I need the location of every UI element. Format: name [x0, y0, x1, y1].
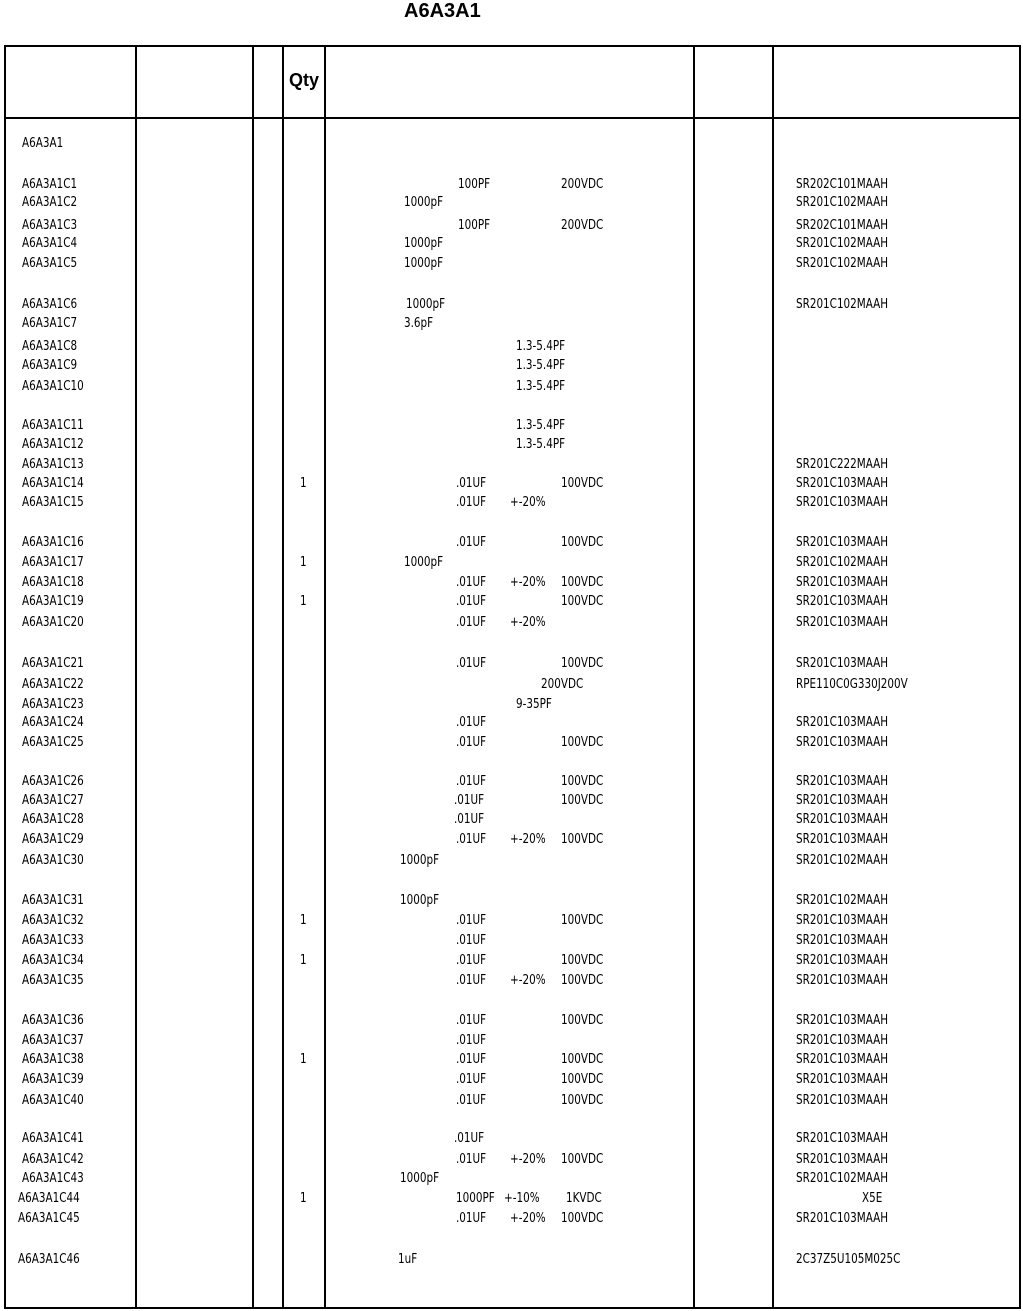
column-divider: [772, 46, 774, 1309]
value-cell: 100PF: [458, 177, 491, 192]
value-cell: .01UF: [456, 774, 487, 789]
table-border-top: [4, 45, 1021, 47]
part-ref: A6A3A1C22: [22, 677, 84, 692]
qty-cell: 1: [300, 476, 307, 491]
value-cell: .01UF: [456, 476, 487, 491]
qty-column-header: Qty: [289, 70, 320, 90]
value-cell: 1.3-5.4PF: [516, 418, 566, 433]
part-number: SR201C102MAAH: [796, 1171, 889, 1186]
value-cell: .01UF: [454, 812, 485, 827]
value-cell: 1.3-5.4PF: [516, 437, 566, 452]
value-cell: 3.6pF: [404, 316, 434, 331]
value-cell: .01UF: [456, 933, 487, 948]
part-ref: A6A3A1C21: [22, 656, 84, 671]
tolerance-cell: +-20%: [510, 495, 546, 510]
part-number: SR201C103MAAH: [796, 575, 889, 590]
value-cell: 1000pF: [400, 893, 440, 908]
page-title: A6A3A1: [404, 0, 481, 22]
part-ref: A6A3A1C35: [22, 973, 84, 988]
part-number: SR201C103MAAH: [796, 933, 889, 948]
value-cell: 9-35PF: [516, 697, 552, 712]
tolerance-cell: +-20%: [510, 1211, 546, 1226]
table-border-right: [1019, 46, 1021, 1309]
part-ref: A6A3A1C43: [22, 1171, 84, 1186]
part-ref: A6A3A1C19: [22, 594, 84, 609]
part-ref: A6A3A1C36: [22, 1013, 84, 1028]
value-cell: .01UF: [456, 575, 487, 590]
value-cell: 1000pF: [404, 195, 444, 210]
column-divider: [252, 46, 254, 1309]
part-ref: A6A3A1C8: [22, 339, 78, 354]
value-cell: .01UF: [456, 535, 487, 550]
value-cell: .01UF: [456, 715, 487, 730]
voltage-cell: 100VDC: [561, 1152, 604, 1167]
value-cell: .01UF: [456, 1072, 487, 1087]
voltage-cell: 100VDC: [561, 1093, 604, 1108]
value-cell: 1.3-5.4PF: [516, 339, 566, 354]
part-number: SR202C101MAAH: [796, 177, 889, 192]
part-ref: A6A3A1C28: [22, 812, 84, 827]
table-border-bottom: [4, 1307, 1021, 1309]
tolerance-cell: +-20%: [510, 1152, 546, 1167]
part-number: X5E: [862, 1191, 883, 1206]
part-number: SR201C103MAAH: [796, 1033, 889, 1048]
part-ref: A6A3A1C26: [22, 774, 84, 789]
value-cell: 1000pF: [406, 297, 446, 312]
voltage-cell: 100VDC: [561, 575, 604, 590]
part-number: SR201C102MAAH: [796, 555, 889, 570]
qty-cell: 1: [300, 594, 307, 609]
column-divider: [693, 46, 695, 1309]
value-cell: .01UF: [456, 495, 487, 510]
part-number: SR201C102MAAH: [796, 853, 889, 868]
part-number: SR201C103MAAH: [796, 1052, 889, 1067]
part-ref: A6A3A1C44: [18, 1191, 80, 1206]
part-number: SR201C103MAAH: [796, 735, 889, 750]
part-ref: A6A3A1C2: [22, 195, 78, 210]
part-number: SR201C103MAAH: [796, 793, 889, 808]
voltage-cell: 100VDC: [561, 793, 604, 808]
part-number: RPE110C0G330J200V: [796, 677, 908, 692]
part-number: SR201C103MAAH: [796, 476, 889, 491]
value-cell: .01UF: [456, 1093, 487, 1108]
part-ref: A6A3A1C17: [22, 555, 84, 570]
part-number: SR201C103MAAH: [796, 594, 889, 609]
qty-cell: 1: [300, 913, 307, 928]
value-cell: 1000pF: [400, 1171, 440, 1186]
voltage-cell: 100VDC: [561, 656, 604, 671]
part-ref: A6A3A1C34: [22, 953, 84, 968]
part-number: SR201C103MAAH: [796, 1211, 889, 1226]
part-ref: A6A3A1C7: [22, 316, 78, 331]
part-number: SR201C103MAAH: [796, 1152, 889, 1167]
part-ref: A6A3A1C45: [18, 1211, 80, 1226]
value-cell: .01UF: [454, 793, 485, 808]
value-cell: 1000pF: [404, 256, 444, 271]
part-ref: A6A3A1C12: [22, 437, 84, 452]
part-number: SR201C103MAAH: [796, 495, 889, 510]
part-number: SR201C103MAAH: [796, 1072, 889, 1087]
tolerance-cell: +-20%: [510, 973, 546, 988]
value-cell: .01UF: [456, 953, 487, 968]
part-number: SR201C103MAAH: [796, 832, 889, 847]
part-ref: A6A3A1C9: [22, 358, 78, 373]
part-number: SR201C103MAAH: [796, 615, 889, 630]
value-cell: 1000pF: [404, 555, 444, 570]
value-cell: .01UF: [456, 1033, 487, 1048]
voltage-cell: 100VDC: [561, 735, 604, 750]
voltage-cell: 100VDC: [561, 476, 604, 491]
qty-cell: 1: [300, 953, 307, 968]
part-ref: A6A3A1C1: [22, 177, 78, 192]
part-ref: A6A3A1C37: [22, 1033, 84, 1048]
value-cell: .01UF: [456, 1211, 487, 1226]
value-cell: .01UF: [456, 1013, 487, 1028]
part-ref: A6A3A1C32: [22, 913, 84, 928]
part-number: SR201C103MAAH: [796, 656, 889, 671]
qty-cell: 1: [300, 1191, 307, 1206]
part-ref: A6A3A1C41: [22, 1131, 84, 1146]
part-ref: A6A3A1C23: [22, 697, 84, 712]
tolerance-cell: +-20%: [510, 575, 546, 590]
value-cell: .01UF: [456, 1052, 487, 1067]
part-ref: A6A3A1: [22, 136, 64, 151]
part-ref: A6A3A1C33: [22, 933, 84, 948]
part-number: SR201C103MAAH: [796, 1131, 889, 1146]
part-ref: A6A3A1C30: [22, 853, 84, 868]
value-cell: 1000PF: [456, 1191, 495, 1206]
voltage-cell: 200VDC: [561, 218, 604, 233]
tolerance-cell: +-20%: [510, 615, 546, 630]
voltage-cell: 100VDC: [561, 953, 604, 968]
voltage-cell: 100VDC: [561, 832, 604, 847]
part-number: SR201C222MAAH: [796, 457, 889, 472]
part-ref: A6A3A1C42: [22, 1152, 84, 1167]
part-number: SR202C101MAAH: [796, 218, 889, 233]
value-cell: 1.3-5.4PF: [516, 379, 566, 394]
value-cell: 1000pF: [400, 853, 440, 868]
part-ref: A6A3A1C29: [22, 832, 84, 847]
part-ref: A6A3A1C15: [22, 495, 84, 510]
part-ref: A6A3A1C4: [22, 236, 78, 251]
part-number: SR201C103MAAH: [796, 812, 889, 827]
part-number: SR201C102MAAH: [796, 195, 889, 210]
part-ref: A6A3A1C27: [22, 793, 84, 808]
part-number: SR201C102MAAH: [796, 297, 889, 312]
part-ref: A6A3A1C25: [22, 735, 84, 750]
voltage-cell: 100VDC: [561, 1211, 604, 1226]
part-number: SR201C103MAAH: [796, 913, 889, 928]
qty-cell: 1: [300, 1052, 307, 1067]
part-number: SR201C102MAAH: [796, 236, 889, 251]
part-ref: A6A3A1C39: [22, 1072, 84, 1087]
part-ref: A6A3A1C16: [22, 535, 84, 550]
value-cell: .01UF: [456, 913, 487, 928]
voltage-cell: 100VDC: [561, 913, 604, 928]
value-cell: .01UF: [454, 1131, 485, 1146]
part-ref: A6A3A1C13: [22, 457, 84, 472]
voltage-cell: 100VDC: [561, 535, 604, 550]
table-border-left: [4, 46, 6, 1309]
voltage-cell: 100VDC: [561, 1072, 604, 1087]
part-number: SR201C103MAAH: [796, 953, 889, 968]
header-separator: [4, 117, 1021, 119]
column-divider: [282, 46, 284, 1309]
part-number: SR201C103MAAH: [796, 715, 889, 730]
value-cell: .01UF: [456, 735, 487, 750]
voltage-cell: 1KVDC: [566, 1191, 602, 1206]
part-ref: A6A3A1C14: [22, 476, 84, 491]
part-ref: A6A3A1C3: [22, 218, 78, 233]
part-number: SR201C103MAAH: [796, 535, 889, 550]
part-ref: A6A3A1C18: [22, 575, 84, 590]
column-divider: [135, 46, 137, 1309]
voltage-cell: 100VDC: [561, 594, 604, 609]
part-ref: A6A3A1C10: [22, 379, 84, 394]
part-ref: A6A3A1C40: [22, 1093, 84, 1108]
value-cell: 1000pF: [404, 236, 444, 251]
value-cell: .01UF: [456, 832, 487, 847]
part-ref: A6A3A1C6: [22, 297, 78, 312]
column-divider: [324, 46, 326, 1309]
tolerance-cell: +-20%: [510, 832, 546, 847]
part-ref: A6A3A1C31: [22, 893, 84, 908]
part-number: 2C37Z5U105M025C: [796, 1252, 901, 1267]
part-ref: A6A3A1C11: [22, 418, 84, 433]
voltage-cell: 100VDC: [561, 973, 604, 988]
voltage-cell: 100VDC: [561, 1013, 604, 1028]
part-ref: A6A3A1C46: [18, 1252, 80, 1267]
part-number: SR201C103MAAH: [796, 774, 889, 789]
part-number: SR201C103MAAH: [796, 973, 889, 988]
part-ref: A6A3A1C5: [22, 256, 78, 271]
voltage-cell: 200VDC: [561, 177, 604, 192]
value-cell: 100PF: [458, 218, 491, 233]
qty-cell: 1: [300, 555, 307, 570]
voltage-cell: 200VDC: [541, 677, 584, 692]
value-cell: 1.3-5.4PF: [516, 358, 566, 373]
tolerance-cell: +-10%: [504, 1191, 540, 1206]
part-number: SR201C103MAAH: [796, 1013, 889, 1028]
part-number: SR201C102MAAH: [796, 893, 889, 908]
part-number: SR201C103MAAH: [796, 1093, 889, 1108]
part-number: SR201C102MAAH: [796, 256, 889, 271]
value-cell: 1uF: [398, 1252, 418, 1267]
voltage-cell: 100VDC: [561, 1052, 604, 1067]
value-cell: .01UF: [456, 973, 487, 988]
part-ref: A6A3A1C24: [22, 715, 84, 730]
value-cell: .01UF: [456, 1152, 487, 1167]
part-ref: A6A3A1C38: [22, 1052, 84, 1067]
value-cell: .01UF: [456, 594, 487, 609]
part-ref: A6A3A1C20: [22, 615, 84, 630]
value-cell: .01UF: [456, 656, 487, 671]
voltage-cell: 100VDC: [561, 774, 604, 789]
value-cell: .01UF: [456, 615, 487, 630]
